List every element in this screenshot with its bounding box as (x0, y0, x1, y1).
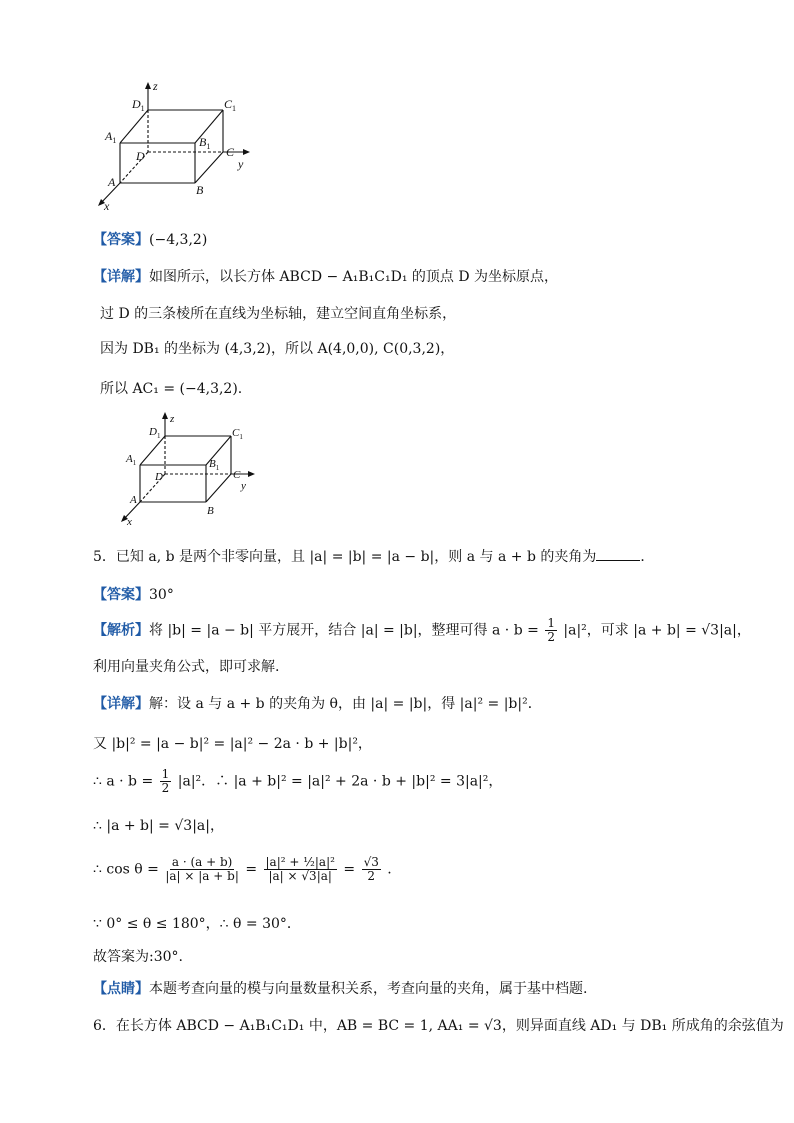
svg-text:D1: $D_1$ (132, 97, 145, 113)
svg-text:x: x (104, 199, 110, 210)
cuboid-figure-bottom (115, 410, 265, 528)
q4-detail-line4: 所以 AC₁ = (−4,3,2). (100, 381, 243, 397)
q5-analysis-line1: 【解析】将 |b| = |a − b| 平方展开，结合 |a| = |b|，整理可得 a · b = $\frac{1}{2}$ |a|²，可求 |a + b| = √3|a|， (93, 616, 751, 645)
fraction-cos-3: $\frac{√3}{2}$ (363, 855, 379, 884)
q5-final: 故答案为:30°. (93, 949, 183, 965)
q4-answer: 【答案】(−4,3,2) (93, 232, 208, 248)
svg-text:y: y (241, 480, 246, 492)
q5-answer: 【答案】30° (93, 587, 174, 603)
answer-blank (596, 548, 640, 561)
svg-text:B: B (196, 183, 204, 197)
q4-detail-line3: 因为 DB₁ 的坐标为 (4,3,2)，所以 A(4,0,0), C(0,3,2)， (100, 341, 455, 357)
q4-detail-line2: 过 D 的三条棱所在直线为坐标轴，建立空间直角坐标系， (100, 306, 457, 322)
svg-text:B1: $B_1$ (199, 135, 211, 151)
q5-comment: 【点睛】本题考查向量的模与向量数量积关系，考查向量的夹角，属于基中档题. (93, 981, 588, 997)
fraction-half: $\frac{1}{2}$ (161, 767, 170, 796)
svg-text:C1: $C_1$ (232, 427, 243, 441)
q5-detail-line4: ∴ |a + b| = √3|a|， (93, 818, 224, 834)
fraction-half: $\frac{1}{2}$ (547, 616, 555, 645)
svg-text:A1: $A_1$ (126, 453, 137, 467)
svg-text:B: B (207, 505, 214, 517)
q5-detail-range: ∵ 0° ≤ θ ≤ 180°，∴ θ = 30°． (93, 916, 301, 932)
q5-detail-line1: 【详解】解：设 a 与 a + b 的夹角为 θ，由 |a| = |b|，得 |a|² = |b|²． (93, 696, 542, 712)
svg-text:z: z (153, 80, 158, 93)
fraction-cos-2: $\frac{\text{|a|² + ½|a|²}}{|a| \times √3|a|}$ (265, 855, 335, 884)
svg-text:A: A (130, 494, 137, 506)
svg-text:B1: $B_1$ (209, 458, 220, 472)
q5-detail-line3: ∴ a · b = $\frac{1}{2}$ |a|²．∴ |a + b|² = |a|² + 2a · b + |b|² = 3|a|²， (93, 767, 503, 796)
q5-detail-line2: 又 |b|² = |a − b|² = |a|² − 2a · b + |b|²， (93, 736, 372, 752)
svg-text:C: C (226, 145, 235, 159)
svg-text:D1: $D_1$ (149, 426, 161, 440)
svg-text:y: y (238, 157, 244, 171)
svg-text:D: D (155, 471, 163, 483)
fraction-cos-1: $\frac{a \cdot (a + b)}{|a| \times |a + b|}$ (165, 855, 239, 884)
q5-detail-cos: ∴ cos θ = $\frac{a \cdot (a + b)}{|a| \times |a + b|}$ = $\frac{\text{|a|² + ½|a|²}}{|a| \times √3|a|}$ = $\frac{√3}{2}$ . (93, 855, 392, 884)
svg-text:D: D (136, 149, 145, 163)
q5-analysis-line2: 利用向量夹角公式，即可求解. (93, 659, 280, 675)
q6-stem: 6．在长方体 ABCD − A₁B₁C₁D₁ 中，AB = BC = 1, AA₁ = √3，则异面直线 AD₁ 与 DB₁ 所成角的余弦值为 (93, 1018, 784, 1034)
cuboid-figure-top (90, 80, 260, 210)
q5-stem: 5．已知 a, b 是两个非零向量，且 |a| = |b| = |a − b|，则 a 与 a + b 的夹角为 ． (93, 549, 655, 565)
q4-detail-line1: 【详解】如图所示，以长方体 ABCD − A₁B₁C₁D₁ 的顶点 D 为坐标原点， (93, 269, 559, 285)
svg-text:z: z (170, 413, 175, 425)
svg-text:A: A (108, 175, 116, 189)
svg-text:x: x (127, 516, 132, 528)
svg-text:C: C (233, 469, 241, 481)
svg-text:C1: $C_1$ (224, 97, 237, 113)
svg-text:A1: $A_1$ (105, 129, 117, 145)
